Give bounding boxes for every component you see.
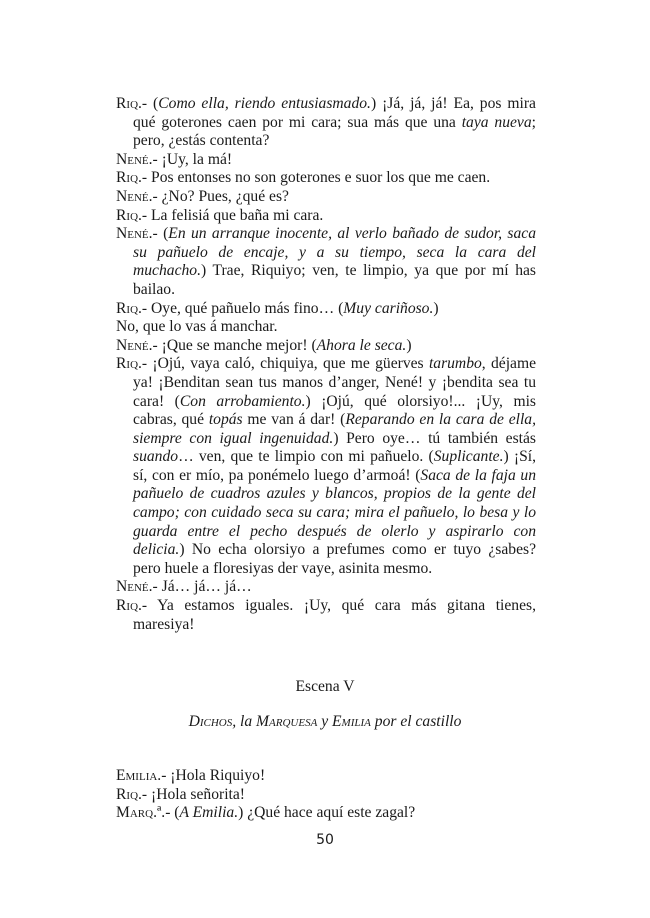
spoken-text: ) ¡Já, já, já! Ea, pos mira qué goterones caen por mi cara; sua más que una bbox=[133, 95, 536, 131]
speaker-separator: - bbox=[152, 336, 162, 354]
stage-direction: Suplicante. bbox=[433, 448, 504, 466]
dialogue-line bbox=[116, 767, 536, 786]
speaker-name: Nené. bbox=[116, 225, 153, 243]
speaker-separator: - bbox=[141, 169, 152, 187]
spoken-text: ) bbox=[406, 336, 412, 354]
dialogue-line bbox=[116, 188, 536, 207]
spoken-text: Já… já… já… bbox=[161, 578, 252, 596]
spoken-text: La felisiá que baña mi cara. bbox=[151, 206, 324, 224]
spoken-text: No, que lo vas á manchar. bbox=[116, 318, 278, 336]
dialogue-line bbox=[116, 786, 536, 805]
spoken-text: ¡Ojú, vaya caló, chiquiya, que me güerves bbox=[152, 355, 429, 373]
spoken-text: ) ¡Ojú, qué olorsiyo!... ¡Uy, mis cabras, qué bbox=[133, 392, 536, 429]
scene-heading: Escena V bbox=[295, 678, 355, 695]
spoken-text: ) ¡Sí, sí, con er mío, pa ponémelo luego d’armoá! ( bbox=[133, 448, 536, 484]
dialogue-line bbox=[116, 578, 536, 597]
stage-direction: tarumbo bbox=[428, 355, 482, 373]
speaker-separator: - bbox=[152, 578, 162, 596]
dialogue-line bbox=[116, 804, 536, 823]
spoken-text: Pos entonses no son goterones e suor los que me caen. bbox=[151, 169, 491, 187]
speaker-separator: - bbox=[165, 804, 175, 822]
stage-direction: suando bbox=[133, 448, 179, 466]
dialogue-line bbox=[116, 597, 536, 634]
speaker-separator: - bbox=[152, 225, 164, 243]
speaker-name: Riq. bbox=[116, 95, 142, 112]
character-name: Marquesa bbox=[256, 713, 318, 730]
speaker-name: Nené. bbox=[116, 187, 153, 205]
spoken-text: Oye, qué pañuelo más fino… ( bbox=[151, 299, 344, 317]
page-number: 50 bbox=[316, 832, 334, 848]
speaker-name: Riq. bbox=[116, 169, 142, 187]
speaker-name: Marq.ª. bbox=[116, 804, 166, 822]
speaker-separator: - bbox=[161, 767, 171, 784]
stage-direction: Ahora le seca. bbox=[316, 336, 407, 354]
speaker-name: Emilia. bbox=[116, 767, 162, 784]
speaker-name: Nené. bbox=[116, 578, 153, 596]
dialogue-line bbox=[116, 169, 536, 188]
spoken-text: ¿No? Pues, ¿qué es? bbox=[161, 187, 289, 205]
stage-direction: Reparando en la cara de ella, siempre con igual ingenuidad. bbox=[133, 411, 536, 447]
spoken-text: ¡Hola Riquiyo! bbox=[170, 767, 266, 784]
dialogue-line bbox=[116, 300, 536, 319]
spoken-text: , déjame ya! ¡Benditan sean tus manos d’anger, Nené! y ¡bendita sea tu cara! ( bbox=[133, 355, 537, 410]
stage-direction: En un arranque inocente, al verlo bañado de sudor, saca su pañuelo de encaje, y a su tiempo, seca la cara del muchacho. bbox=[133, 225, 537, 280]
speaker-separator: - bbox=[141, 206, 152, 224]
stage-direction: Saca de la faja un pañuelo de cuadros azules y blancos, propios de la gente del campo; con cuidado seca su cara; mira el pañuelo, lo besa y lo guarda entre el pecho después de olerlo y aspirarlo con delicia. bbox=[133, 466, 537, 559]
dialogue-line bbox=[116, 225, 536, 299]
stage-text: por el castillo bbox=[370, 713, 462, 730]
stage-direction: Muy cariñoso. bbox=[343, 299, 434, 317]
speaker-name: Riq. bbox=[116, 355, 142, 373]
speaker-separator: - bbox=[141, 95, 154, 112]
spoken-text: ) ¿Qué hace aquí este zagal? bbox=[238, 804, 416, 822]
dialogue-line bbox=[116, 151, 536, 170]
stage-direction: A Emilia. bbox=[179, 804, 239, 822]
speaker-name: Nené. bbox=[116, 150, 153, 168]
dialogue-block-2 bbox=[116, 767, 536, 823]
stage-text: , la bbox=[232, 713, 257, 730]
dialogue-line bbox=[116, 318, 536, 337]
spoken-text: ) Trae, Riquiyo; ven, te limpio, ya que por mí has bailao. bbox=[133, 262, 536, 298]
speaker-name: Riq. bbox=[116, 597, 142, 615]
dialogue-line bbox=[116, 355, 536, 578]
speaker-separator: - bbox=[141, 785, 152, 803]
speaker-name: Riq. bbox=[116, 299, 142, 317]
spoken-text: ( bbox=[174, 804, 180, 822]
spoken-text: ; pero, ¿estás contenta? bbox=[133, 113, 536, 150]
character-name: Dichos bbox=[188, 713, 233, 730]
speaker-name: Riq. bbox=[116, 785, 142, 803]
stage-text: y bbox=[317, 713, 333, 730]
spoken-text: Ya estamos iguales. ¡Uy, qué cara más gitana tienes, maresiya! bbox=[133, 597, 536, 633]
stage-direction: Como ella, riendo entusiasmado. bbox=[158, 95, 371, 112]
speaker-separator: - bbox=[152, 150, 162, 168]
speaker-separator: - bbox=[141, 299, 152, 317]
speaker-name: Riq. bbox=[116, 206, 142, 224]
scene-stage-direction bbox=[0, 713, 650, 731]
spoken-text: ) Pero oye… tú también estás bbox=[333, 429, 536, 447]
spoken-text: ¡Uy, la má! bbox=[161, 150, 233, 168]
speaker-separator: - bbox=[141, 597, 158, 615]
spoken-text: ( bbox=[153, 95, 159, 112]
spoken-text: ) No echa olorsiyo a prefumes como er tuyo ¿sabes? pero huele a floresiyas der vaye, asinita mesmo. bbox=[133, 541, 536, 577]
speaker-separator: - bbox=[152, 187, 162, 205]
dialogue-line bbox=[116, 337, 536, 356]
spoken-text: ¡Hola señorita! bbox=[151, 785, 245, 803]
stage-direction: topás bbox=[208, 411, 243, 429]
spoken-text: me van á dar! ( bbox=[242, 411, 346, 429]
speaker-name: Nené. bbox=[116, 336, 153, 354]
dialogue-line bbox=[116, 207, 536, 226]
spoken-text: ) bbox=[433, 299, 439, 317]
spoken-text: ( bbox=[163, 225, 169, 243]
dialogue-line bbox=[116, 95, 536, 151]
dialogue-block bbox=[116, 95, 536, 634]
stage-direction: Con arrobamiento. bbox=[179, 392, 306, 410]
character-name: Emilia bbox=[332, 713, 371, 730]
spoken-text: ¡Que se manche mejor! ( bbox=[161, 336, 317, 354]
spoken-text: … ven, que te limpio con mi pañuelo. ( bbox=[178, 448, 434, 466]
speaker-separator: - bbox=[141, 355, 153, 373]
stage-direction: taya nueva bbox=[461, 113, 532, 131]
